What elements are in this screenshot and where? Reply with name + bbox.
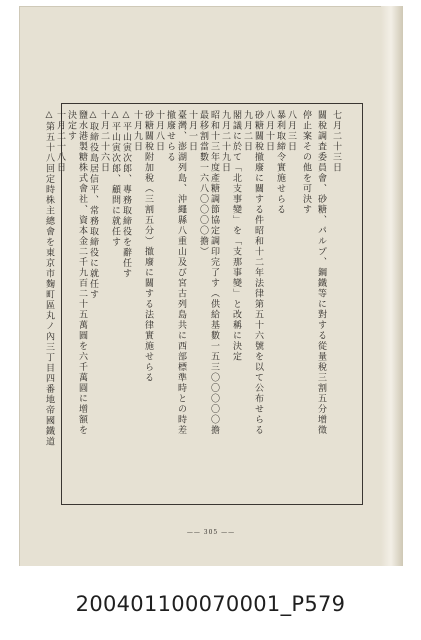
text-column: △取締役島居信平、常務取締役に就任す [88, 110, 98, 300]
text-column: 七月二十三日 [331, 110, 341, 173]
text-column: △平山寅次郎、專務取締役を辭任す [121, 110, 131, 279]
text-column: △平山寅次郎、顧問に就任す [110, 110, 120, 248]
book-page [19, 6, 403, 566]
text-column: 決定す [66, 110, 76, 142]
text-column: 八月十日 [264, 110, 274, 152]
text-column: 九月二日 [242, 110, 252, 152]
text-column: 鹽水港製糖株式會社、資本金二千九百二十五萬圓を六千萬圓に增額を [77, 110, 87, 436]
text-column: 八月三日 [286, 110, 296, 152]
text-column: 砂糖關稅附加稅（三割五分）撤廢に關する法律實施せらる [143, 110, 153, 383]
text-column: △第五十八回定時株主總會を東京市麴町區丸ノ內三丁目四番地帝國鐵道 [44, 110, 54, 447]
text-column: 臺灣、澎湖列島、沖繩縣八重山及び宮古列島共に西部標準時との時差 [176, 110, 186, 436]
text-column: 關稅調査委員會、砂糖、パルプ、鋼鐵等に對する從量稅三割五分增徵 [316, 110, 326, 436]
text-column: 九月二十九日 [220, 110, 230, 173]
text-column: 十月八日 [154, 110, 164, 152]
text-column: 昭和十三年度產糖調節協定調印完了す（供給基數一五三〇〇〇〇〇擔 [209, 110, 219, 436]
image-caption: 200401100070001_P579 [75, 592, 346, 616]
text-column: 最移割當數一六八〇〇〇〇擔） [198, 110, 208, 257]
text-column: 十月二十八日 [55, 110, 65, 173]
text-column: 砂糖關稅撤廢に關する件昭和十二年法律第五十六號を以て公布せらる [253, 110, 263, 436]
page-spine [381, 6, 403, 566]
page-number: —— 305 —— [186, 529, 236, 536]
text-column: 閣議に於て「北支事變」を「支那事變」と改稱に決定 [231, 110, 241, 362]
text-column: 十月一日 [187, 110, 197, 152]
text-column: 十月二十六日 [99, 110, 109, 173]
text-column: 暴利取締令實施せらる [275, 110, 285, 215]
text-column: 停止案その他を可決す [301, 110, 311, 215]
text-column: 撤廢せらる [165, 110, 175, 163]
text-column: 十月九日 [132, 110, 142, 152]
